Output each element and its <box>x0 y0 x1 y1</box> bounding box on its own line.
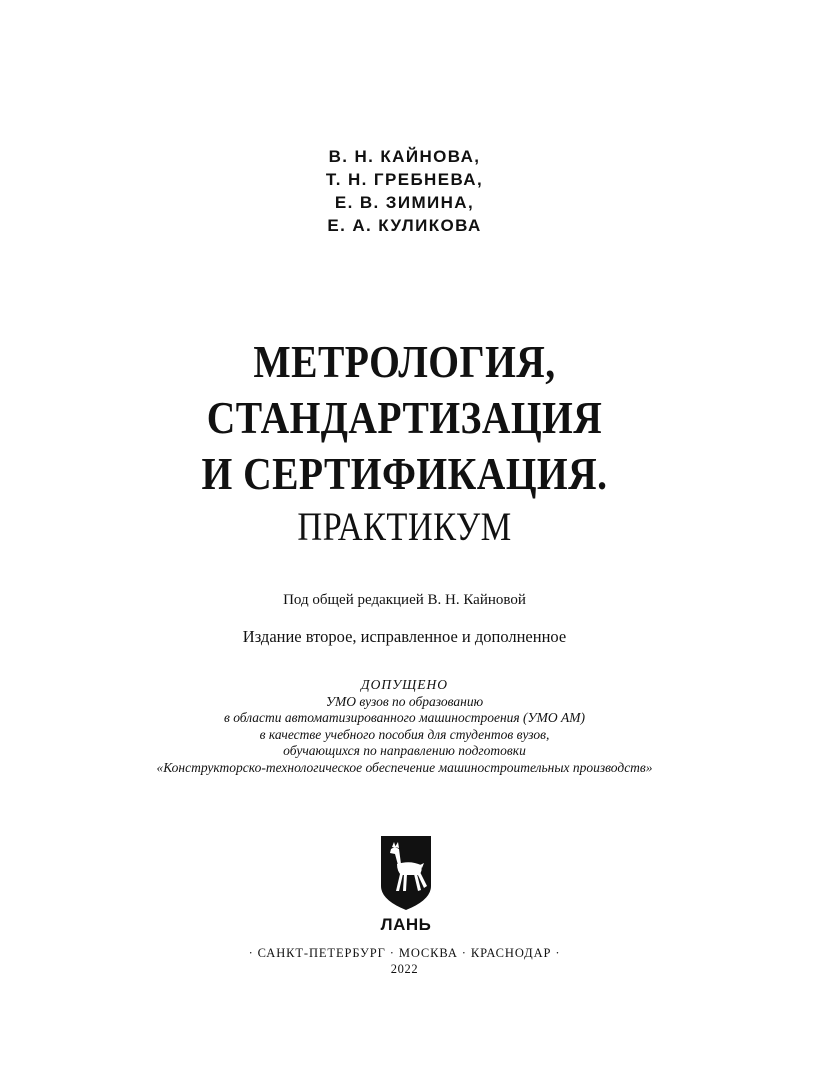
edition-note: Издание второе, исправленное и дополненное <box>242 627 567 646</box>
approval-heading: ДОПУЩЕНО <box>361 677 448 692</box>
author-name: Т. Н. ГРЕБНЕВА, <box>325 170 484 189</box>
logo-wordmark: ЛАНЬ <box>380 915 432 934</box>
publication-year: 2022 <box>390 962 419 976</box>
deer-shield-icon <box>377 834 435 934</box>
book-title <box>57 334 753 552</box>
title-line: СТАНДАРТИЗАЦИЯ <box>206 392 603 443</box>
approval-line: УМО вузов по образованию <box>325 693 484 709</box>
approval-line: в области автоматизированного машиностроения (УМО АМ) <box>224 710 585 725</box>
approval-line: обучающихся по направлению подготовки <box>283 743 526 758</box>
approval-line: в качестве учебного пособия для студентов вузов, <box>259 726 550 742</box>
authors-list <box>0 145 809 237</box>
approval-line: «Конструкторско-технологическое обеспечение машиностроительных производств» <box>156 759 653 775</box>
title-line: МЕТРОЛОГИЯ, <box>253 336 556 387</box>
author-name: Е. А. КУЛИКОВА <box>327 216 482 235</box>
publisher-cities: · САНКТ-ПЕТЕРБУРГ · МОСКВА · КРАСНОДАР · <box>248 946 561 960</box>
author-name: В. Н. КАЙНОВА, <box>328 147 481 166</box>
author-name: Е. В. ЗИМИНА, <box>334 193 475 212</box>
publisher-logo <box>377 834 435 934</box>
editor-credit: Под общей редакцией В. Н. Кайновой <box>283 592 526 608</box>
title-line: И СЕРТИФИКАЦИЯ. <box>201 448 608 499</box>
approval-stamp <box>0 677 809 776</box>
book-subtitle: ПРАКТИКУМ <box>297 504 512 549</box>
